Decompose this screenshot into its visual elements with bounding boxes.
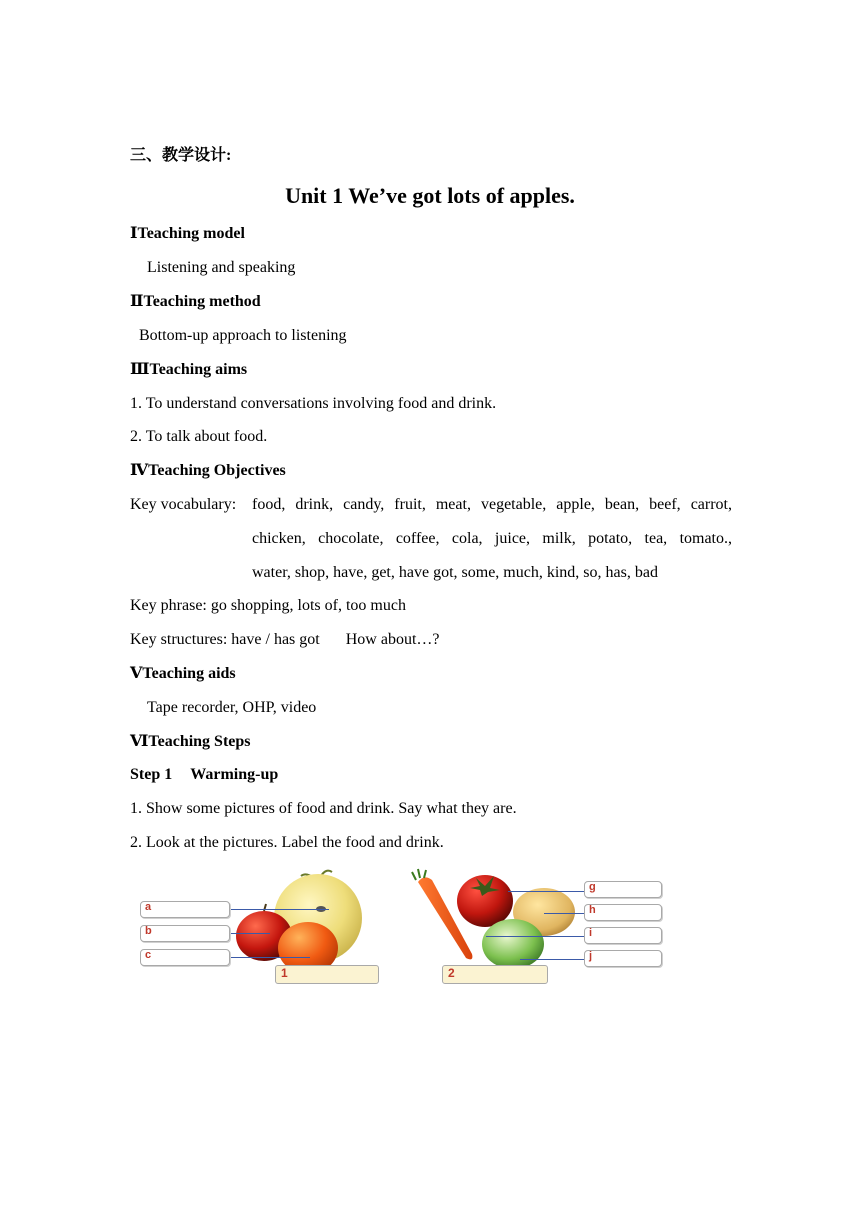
aim-item: 2. To talk about food. xyxy=(130,428,268,445)
figure-number-box xyxy=(442,965,548,984)
key-structures: Key structures: have / has got How about…? xyxy=(130,631,440,648)
section-teaching-steps-title: ⅥTeaching Steps xyxy=(130,733,251,750)
section-teaching-aims-title: ⅢTeaching aims xyxy=(130,361,248,378)
label-letter: c xyxy=(145,949,152,961)
aim-item: 1. To understand conversations involving food and drink. xyxy=(130,395,497,412)
label-box xyxy=(584,950,662,967)
document-title: Unit 1 We’ve got lots of apples. xyxy=(285,183,575,208)
section-teaching-model-text: Listening and speaking xyxy=(147,259,296,276)
figure-2 xyxy=(410,866,666,986)
label-box xyxy=(584,881,662,898)
step-item: 1. Show some pictures of food and drink. Say what they are. xyxy=(130,800,517,817)
figure-number-box xyxy=(275,965,379,984)
label-letter: h xyxy=(589,904,596,916)
label-letter: i xyxy=(589,927,593,939)
label-box xyxy=(584,927,662,944)
section-teaching-method-title: ⅡTeaching method xyxy=(130,293,261,310)
label-letter: j xyxy=(589,950,593,962)
label-box xyxy=(140,925,230,942)
section-teaching-aids-title: ⅤTeaching aids xyxy=(130,665,236,682)
key-phrase: Key phrase: go shopping, lots of, too much xyxy=(130,597,406,614)
figure-number: 2 xyxy=(448,966,455,980)
label-box xyxy=(140,949,230,966)
label-letter: g xyxy=(589,881,596,893)
label-letter: b xyxy=(145,925,152,937)
section-teaching-aids-text: Tape recorder, OHP, video xyxy=(147,699,317,716)
label-box xyxy=(140,901,230,918)
section-teaching-objectives-title: ⅣTeaching Objectives xyxy=(130,462,286,479)
label-box xyxy=(584,904,662,921)
key-vocabulary-line: water, shop, have, get, have got, some, much, kind, so, has, bad xyxy=(252,564,658,581)
section-teaching-model-title: ⅠTeaching model xyxy=(130,225,245,242)
key-vocabulary-label: Key vocabulary: xyxy=(130,496,237,513)
step-item: 2. Look at the pictures. Label the food and drink. xyxy=(130,834,444,851)
key-vocabulary-line: chicken, chocolate, coffee, cola, juice, milk, potato, tea, tomato., xyxy=(252,530,732,547)
figure-number: 1 xyxy=(281,966,288,980)
heading: 三、教学设计: xyxy=(130,147,232,164)
key-vocabulary-line: food, drink, candy, fruit, meat, vegetable, apple, bean, beef, carrot, xyxy=(252,496,732,513)
step-1-heading: Step 1 Warming-up xyxy=(130,766,279,783)
label-letter: a xyxy=(145,901,152,913)
figure-1 xyxy=(136,866,384,986)
section-teaching-method-text: Bottom-up approach to listening xyxy=(139,327,347,344)
